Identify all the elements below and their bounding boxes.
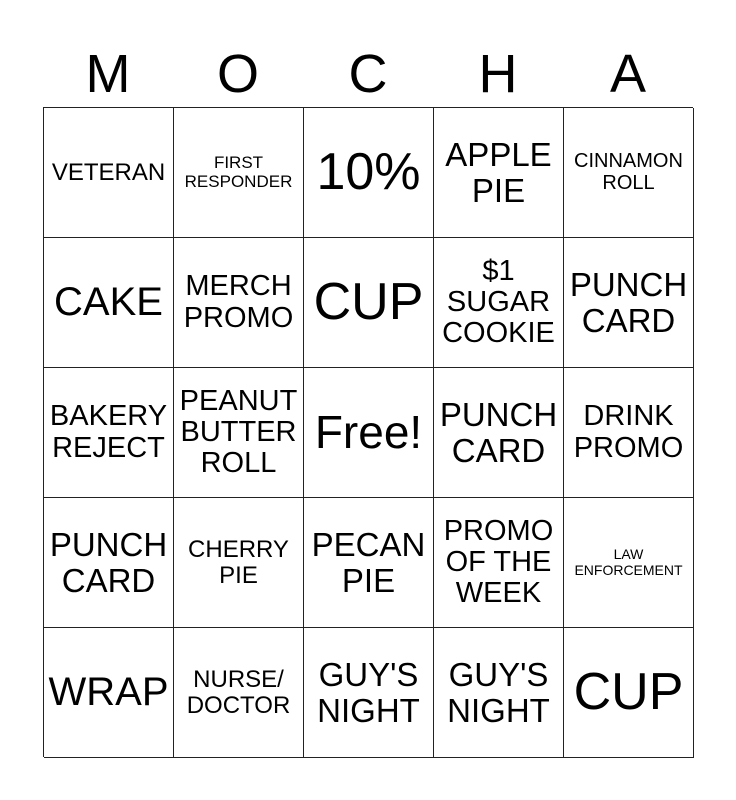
cell-text: APPLE PIE: [445, 135, 552, 209]
bingo-cell-r5c5[interactable]: [564, 628, 694, 758]
bingo-cell-r2c4[interactable]: [434, 238, 564, 368]
header-letter-m: M: [85, 44, 131, 104]
bingo-cell-r5c2[interactable]: [174, 628, 304, 758]
cell-text: GUY'S NIGHT: [447, 655, 550, 729]
bingo-cell-r1c3[interactable]: [304, 108, 434, 238]
header-letter-c: C: [348, 44, 388, 104]
header-letter-h: H: [478, 44, 518, 104]
bingo-cell-r2c2[interactable]: [174, 238, 304, 368]
cell-text: PUNCH CARD: [439, 395, 558, 469]
bingo-cell-r3c2[interactable]: [174, 368, 304, 498]
bingo-cell-r3c1[interactable]: [44, 368, 174, 498]
cell-text: GUY'S NIGHT: [317, 655, 420, 729]
bingo-cell-r4c2[interactable]: [174, 498, 304, 628]
cell-text: PEANUT BUTTER ROLL: [179, 384, 298, 480]
bingo-cell-r4c4[interactable]: [434, 498, 564, 628]
bingo-cell-r4c3[interactable]: [304, 498, 434, 628]
bingo-cell-r1c2[interactable]: [174, 108, 304, 238]
cell-text: PROMO OF THE WEEK: [443, 514, 554, 610]
cell-text: DRINK PROMO: [573, 400, 684, 464]
bingo-grid: [43, 107, 693, 757]
cell-text: WRAP: [48, 669, 169, 714]
header-letter-a: A: [609, 44, 647, 104]
cell-text: 10%: [316, 143, 421, 202]
cell-text: CUP: [573, 663, 684, 722]
bingo-cell-r2c5[interactable]: [564, 238, 694, 368]
bingo-header: [43, 40, 693, 108]
bingo-cell-r4c1[interactable]: [44, 498, 174, 628]
cell-text: CHERRY PIE: [188, 535, 289, 589]
cell-text: CINNAMON ROLL: [574, 149, 683, 194]
cell-text: PUNCH CARD: [569, 265, 688, 339]
cell-text: PECAN PIE: [311, 525, 426, 599]
header-letter-o: O: [216, 44, 259, 104]
cell-text: MERCH PROMO: [183, 270, 294, 334]
bingo-cell-r3c4[interactable]: [434, 368, 564, 498]
bingo-cell-r2c1[interactable]: [44, 238, 174, 368]
cell-text: Free!: [314, 405, 423, 458]
cell-text: PUNCH CARD: [49, 525, 168, 599]
bingo-cell-r4c5[interactable]: [564, 498, 694, 628]
bingo-cell-r1c1[interactable]: [44, 108, 174, 238]
cell-text: NURSE/ DOCTOR: [186, 665, 291, 719]
bingo-cell-r1c5[interactable]: [564, 108, 694, 238]
cell-text: LAW ENFORCEMENT: [574, 546, 683, 578]
cell-text: BAKERY REJECT: [49, 400, 168, 464]
bingo-cell-r5c3[interactable]: [304, 628, 434, 758]
bingo-cell-r5c4[interactable]: [434, 628, 564, 758]
bingo-cell-r2c3[interactable]: [304, 238, 434, 368]
bingo-cell-r3c3[interactable]: [304, 368, 434, 498]
bingo-cell-r3c5[interactable]: [564, 368, 694, 498]
bingo-cell-r5c1[interactable]: [44, 628, 174, 758]
cell-text: VETERAN: [51, 158, 166, 186]
cell-text: CUP: [313, 273, 424, 332]
cell-text: $1 SUGAR COOKIE: [442, 254, 555, 350]
cell-text: FIRST RESPONDER: [184, 153, 293, 191]
bingo-cell-r1c4[interactable]: [434, 108, 564, 238]
cell-text: CAKE: [54, 279, 163, 324]
